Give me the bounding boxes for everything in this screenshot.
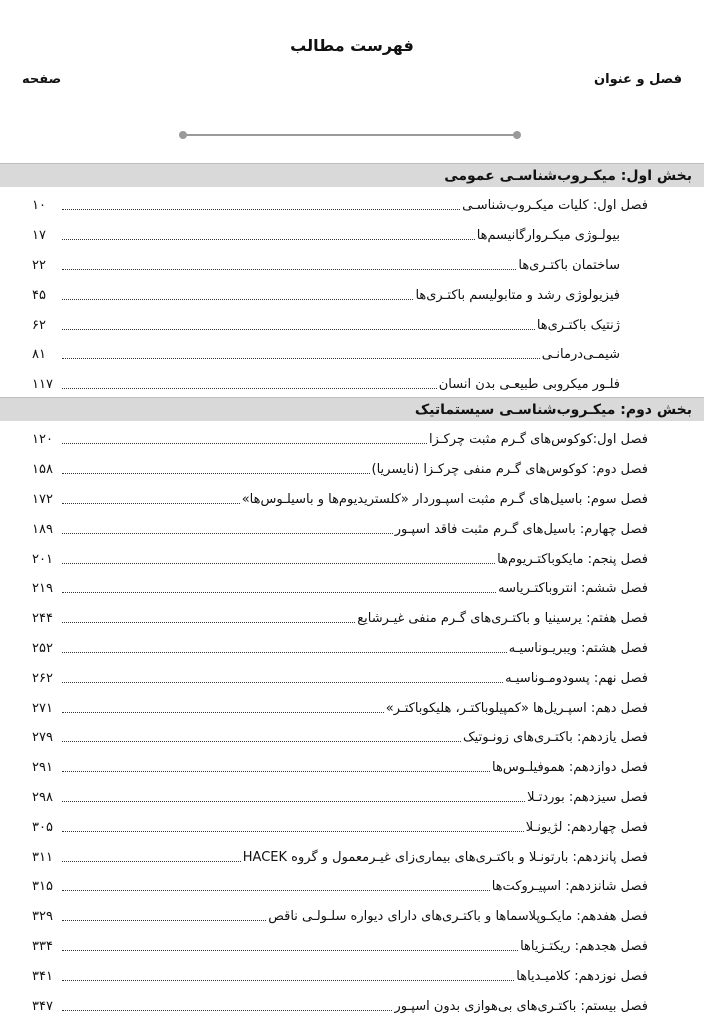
toc-title: فصل سیزدهم: بوردتـلا — [527, 789, 648, 805]
toc-row[interactable] — [0, 514, 704, 544]
toc-page: ۲۲ — [32, 257, 46, 273]
toc-row[interactable] — [0, 251, 704, 281]
toc-row[interactable] — [0, 842, 704, 872]
leader-dots — [62, 443, 427, 444]
toc-row[interactable] — [0, 544, 704, 574]
toc-row[interactable] — [0, 604, 704, 634]
toc-page: ۱۵۸ — [32, 462, 53, 478]
toc-row[interactable] — [0, 634, 704, 664]
toc-title: فصل چهارم: باسیل‌های گـرم مثبت فاقد اسپـور — [394, 521, 648, 537]
toc-page: ۱۷۲ — [32, 491, 53, 507]
toc-page: ۳۳۴ — [32, 938, 53, 954]
leader-dots — [62, 388, 437, 389]
toc-page: ۴۵ — [32, 287, 46, 303]
toc-page: ۸۱ — [32, 347, 46, 363]
toc-row[interactable] — [0, 961, 704, 991]
toc-row[interactable] — [0, 932, 704, 962]
toc-row[interactable] — [0, 783, 704, 813]
toc-page: ۳۲۹ — [32, 909, 53, 925]
toc-page: ۲۶۲ — [32, 670, 53, 686]
toc-page: ۳۰۵ — [32, 819, 53, 835]
toc-page: ۲۵۲ — [32, 640, 53, 656]
toc-row[interactable] — [0, 991, 704, 1021]
leader-dots — [62, 920, 266, 921]
toc-row[interactable] — [0, 310, 704, 340]
toc-row[interactable] — [0, 370, 704, 400]
leader-dots — [62, 1010, 392, 1011]
toc-row[interactable] — [0, 574, 704, 604]
toc-title: فصل سوم: باسیل‌های گـرم مثبت اسپـوردار «کلستریدیوم‌ها و باسیلـوس‌ها» — [241, 491, 648, 507]
toc-page: ۱۱۷ — [32, 377, 53, 393]
toc-row[interactable] — [0, 693, 704, 723]
toc-title: فصل بیستم: باکتـری‌های بی‌هوازی بدون اسپـور — [394, 998, 648, 1014]
toc-page: ۱۲۰ — [32, 432, 53, 448]
leader-dots — [62, 592, 496, 593]
leader-dots — [62, 861, 241, 862]
toc-row[interactable] — [0, 812, 704, 842]
leader-dots — [62, 980, 514, 981]
leader-dots — [62, 503, 240, 504]
toc-title: شیمـی‌درمانـی — [541, 347, 620, 363]
toc-page: ۲۷۹ — [32, 730, 53, 746]
section-general — [0, 163, 704, 400]
toc-row[interactable] — [0, 872, 704, 902]
toc-title: فصل دوم: کوکوس‌های گـرم منفی چرکـزا (نایسریا) — [371, 462, 648, 478]
toc-row[interactable] — [0, 902, 704, 932]
column-header-page: صفحه — [22, 72, 62, 87]
toc-title: فیزیولوژی رشد و متابولیسم باکتـری‌ها — [415, 287, 620, 303]
toc-title: فصل شانزدهم: اسپیـروکت‌ها — [491, 879, 648, 895]
toc-title: فصل پنجم: مایکوباکتـریوم‌ها — [497, 551, 648, 567]
toc-row[interactable] — [0, 221, 704, 251]
toc-page: ۲۷۱ — [32, 700, 53, 716]
toc-row[interactable] — [0, 425, 704, 455]
toc-page: ۳۱۱ — [32, 849, 53, 865]
leader-dots — [62, 741, 461, 742]
toc-title: فصل اول:کوکوس‌های گـرم مثبت چرکـزا — [428, 432, 648, 448]
toc-page: ۳۴۷ — [32, 998, 53, 1014]
toc-title: فصل هشتم: ویبریـوناسیـه — [508, 640, 648, 656]
section-systematic — [0, 397, 704, 1021]
leader-dots — [62, 950, 518, 951]
toc-row[interactable] — [0, 455, 704, 485]
toc-row[interactable] — [0, 280, 704, 310]
toc-title: فصل هجدهم: ریکتـزیاها — [520, 938, 648, 954]
toc-page: ۲۹۸ — [32, 789, 53, 805]
toc-title: فصل ششم: انتروباکتـریاسه — [498, 581, 648, 597]
toc-row[interactable] — [0, 723, 704, 753]
toc-page: ۱۷ — [32, 228, 46, 244]
toc-page: ۱۰ — [32, 198, 46, 214]
leader-dots — [62, 622, 355, 623]
toc-row[interactable] — [0, 340, 704, 370]
leader-dots — [62, 329, 535, 330]
toc-page: ۳۱۵ — [32, 879, 53, 895]
leader-dots — [62, 801, 525, 802]
toc-title: بیولـوژی میکـروارگانیسم‌ها — [476, 228, 620, 244]
toc-page: ۱۸۹ — [32, 521, 53, 537]
toc-title: فصل یازدهم: باکتـری‌های زونـوتیک — [463, 730, 648, 746]
leader-dots — [62, 712, 384, 713]
leader-dots — [62, 652, 507, 653]
leader-dots — [62, 358, 540, 359]
section-header: بخش دوم: میکـروب‌شناسـی سیستماتیک — [0, 397, 704, 421]
leader-dots — [62, 473, 370, 474]
toc-title: فصل نهم: پسودومـوناسیـه — [505, 670, 648, 686]
page-title: فهرست مطالب — [290, 36, 414, 55]
toc-row[interactable] — [0, 485, 704, 515]
toc-page: ۳۴۱ — [32, 968, 53, 984]
toc-page: ۲۴۴ — [32, 611, 53, 627]
section-header: بخش اول: میکـروب‌شناسـی عمومی — [0, 163, 704, 187]
leader-dots — [62, 533, 393, 534]
toc-title: فصل دهم: اسپـریل‌ها «کمپیلوباکتـر، هلیکوباکتـر» — [385, 700, 648, 716]
leader-dots — [62, 831, 524, 832]
leader-dots — [62, 890, 490, 891]
leader-dots — [62, 563, 495, 564]
toc-row[interactable] — [0, 753, 704, 783]
column-header-title: فصل و عنوان — [594, 72, 682, 87]
toc-title: ساختمان باکتـری‌ها — [518, 257, 620, 273]
toc-row[interactable] — [0, 663, 704, 693]
leader-dots — [62, 299, 413, 300]
toc-page: ۲۰۱ — [32, 551, 53, 567]
toc-title: ژنتیک باکتـری‌ها — [536, 317, 620, 333]
leader-dots — [62, 269, 516, 270]
leader-dots — [62, 209, 460, 210]
toc-page: ۶۲ — [32, 317, 46, 333]
leader-dots — [62, 771, 490, 772]
toc-title: فصل هفدهم: مایکـوپلاسماها و باکتـری‌های دارای دیواره سلـولـی ناقص — [268, 909, 648, 925]
decorative-divider — [183, 134, 517, 136]
leader-dots — [62, 239, 475, 240]
toc-title: فصل هفتم: یرسینیا و باکتـری‌های گـرم منفی غیـرشایع — [357, 611, 648, 627]
toc-title: فصل دوازدهم: هموفیلـوس‌ها — [492, 760, 648, 776]
toc-title: فلـور میکروبی طبیعـی بدن انسان — [438, 377, 620, 393]
toc-page: ۲۱۹ — [32, 581, 53, 597]
toc-title: فصل چهاردهم: لژیونـلا — [525, 819, 648, 835]
toc-title: فصل اول: کلیات میکـروب‌شناسـی — [462, 198, 648, 214]
toc-title: فصل نوزدهم: کلامیـدیاها — [516, 968, 648, 984]
toc-title: فصل پانزدهم: بارتونـلا و باکتـری‌های بیماری‌زای غیـرمعمول و گروه HACEK — [242, 849, 648, 865]
toc-row[interactable] — [0, 191, 704, 221]
leader-dots — [62, 682, 503, 683]
toc-page: ۲۹۱ — [32, 760, 53, 776]
